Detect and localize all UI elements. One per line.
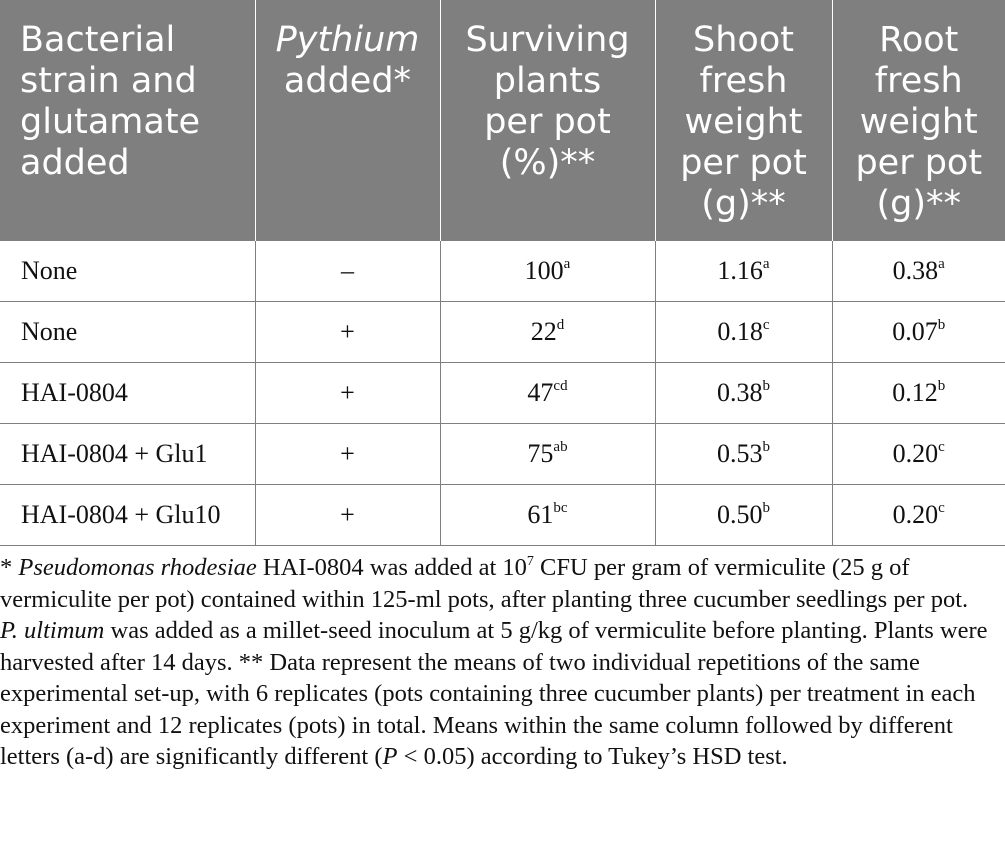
cell-shoot: 0.18$^c$	[655, 301, 832, 362]
cell-surviving: 100$^a$	[440, 240, 655, 301]
table-row	[0, 362, 1005, 423]
cell-shoot: 0.53$^b$	[655, 423, 832, 484]
cell-pythium: +	[255, 362, 440, 423]
cell-strain: None	[0, 240, 255, 301]
header-shoot-weight: Shoot fresh weight per pot (g)**	[655, 0, 832, 240]
cell-surviving: $75^{ab}$	[440, 423, 655, 484]
cell-pythium: +	[255, 301, 440, 362]
cell-shoot: 0.38$^b$	[655, 362, 832, 423]
cell-root: 0.20$^c$	[832, 484, 1005, 545]
table-row	[0, 423, 1005, 484]
cell-pythium: –	[255, 240, 440, 301]
cell-strain: HAI-0804	[0, 362, 255, 423]
header-strain: Bacterial strain and glutamate added	[0, 0, 255, 240]
table-row	[0, 484, 1005, 545]
header-pythium: Pythium added*	[255, 0, 440, 240]
cell-root: 0.12$^b$	[832, 362, 1005, 423]
footnote-text: * Pseudomonas rhodesiae HAI-0804 was added at $10^7$ CFU per gram of vermiculite (25 g of vermiculite per pot) contained within 125-ml pots, after planting three cucumber seedlings per pot. P. ultimum was added as a millet-seed inoculum at 5 g/kg of vermiculite before planting. Plants were harvested after 14 days. ** Data represent the means of two individual repetitions of the same experimental set-up, with 6 replicates (pots containing three cucumber plants) per treatment in each experiment and 12 replicates (pots) in total. Means within the same column followed by different letters (a-d) are significantly different (P < 0.05) according to Tukey’s HSD test.	[0, 554, 988, 770]
cell-root: 0.07$^b$	[832, 301, 1005, 362]
cell-root: 0.20$^c$	[832, 423, 1005, 484]
cell-surviving: 22$^d$	[440, 301, 655, 362]
cell-strain: HAI-0804 + Glu10	[0, 484, 255, 545]
cell-strain: HAI-0804 + Glu1	[0, 423, 255, 484]
table-row	[0, 240, 1005, 301]
cell-strain: None	[0, 301, 255, 362]
cell-surviving: $61^{bc}$	[440, 484, 655, 545]
table-row	[0, 301, 1005, 362]
header-root-weight: Root fresh weight per pot (g)**	[832, 0, 1005, 240]
cell-shoot: 0.50$^b$	[655, 484, 832, 545]
cell-root: 0.38$^a$	[832, 240, 1005, 301]
cell-pythium: +	[255, 423, 440, 484]
header-surviving: Surviving plants per pot (%)**	[440, 0, 655, 240]
cell-shoot: 1.16$^a$	[655, 240, 832, 301]
cell-pythium: +	[255, 484, 440, 545]
cell-surviving: $47^{cd}$	[440, 362, 655, 423]
table-footnote	[0, 552, 990, 773]
header-row	[0, 0, 1005, 240]
